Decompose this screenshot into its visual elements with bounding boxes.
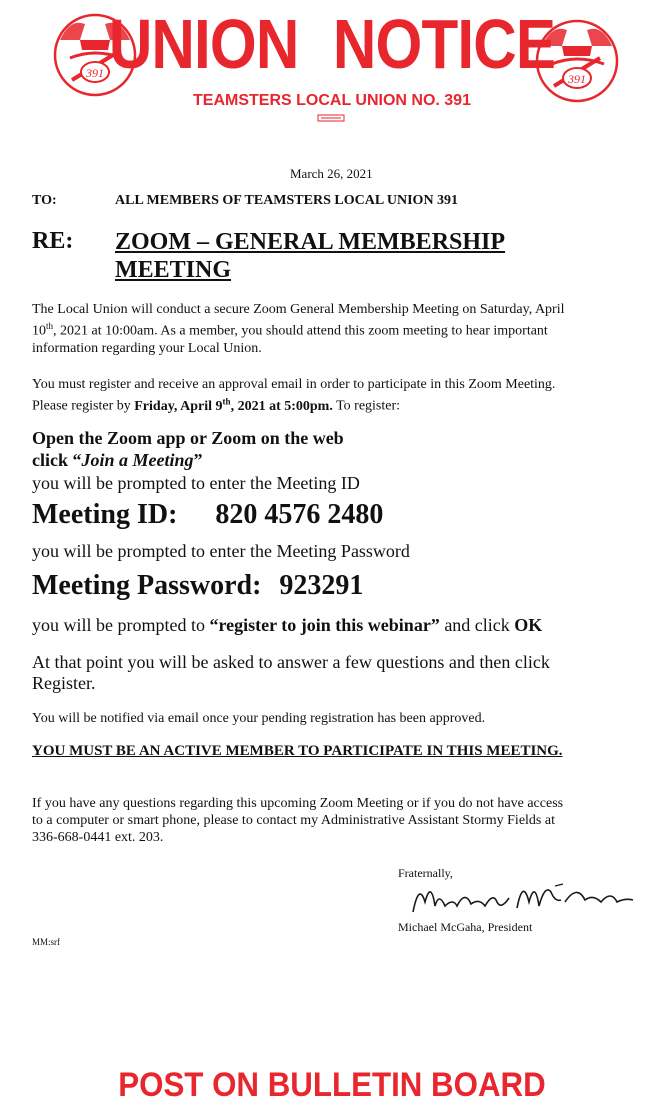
re-subject: ZOOM – GENERAL MEMBERSHIP MEETING — [115, 229, 506, 283]
title-union: UNION — [108, 5, 299, 83]
page-title — [46, 2, 617, 86]
meeting-id — [32, 499, 383, 531]
notification-text: You will be notified via email once your pending registration has been approved. — [32, 711, 486, 726]
handwritten-signature — [405, 872, 640, 924]
prompt-meeting-id: you will be prompted to enter the Meeting ID — [32, 473, 360, 493]
password-label: Meeting Password: — [32, 570, 262, 601]
signatory-name: Michael McGaha, President — [398, 920, 533, 934]
signature-closing: Fraternally, — [398, 866, 453, 880]
step-open-zoom: Open the Zoom app or Zoom on the web — [32, 428, 344, 448]
questions-instruction: At that point you will be asked to answer a few questions and then click Register. — [32, 652, 550, 693]
re-label: RE: — [32, 228, 74, 254]
paragraph-registration: You must register and receive an approval email in order to participate in this Zoom Meeting. Please register by Friday, April 9th, 2021 at 5:00pm. To register: — [32, 377, 556, 414]
contact-paragraph: If you have any questions regarding this upcoming Zoom Meeting or if you do not have access to a computer or smart phone, please to contact my Administrative Assistant Stormy Fields at 336-668-0441 ext. 203. — [32, 796, 564, 845]
to-label: TO: — [32, 193, 57, 208]
union-subtitle: TEAMSTERS LOCAL UNION NO. 391 — [193, 92, 471, 109]
prompt-register: you will be prompted to “register to join this webinar” and click OK — [32, 615, 543, 635]
union-bug-icon — [317, 114, 345, 122]
prompt-password: you will be prompted to enter the Meeting Password — [32, 541, 410, 561]
active-member-warning: YOU MUST BE AN ACTIVE MEMBER TO PARTICIPATE IN THIS MEETING. — [32, 743, 563, 759]
post-notice-footer: POST ON BULLETIN BOARD — [118, 1066, 546, 1104]
title-notice: NOTICE — [332, 5, 556, 83]
meeting-id-label: Meeting ID: — [32, 499, 178, 530]
paragraph-meeting-info: The Local Union will conduct a secure Zoom General Membership Meeting on Saturday, April 10th, 2021 at 10:00am. As a member, you should attend this zoom meeting to hear important information regarding your Local Union. — [32, 302, 565, 356]
notice-date: March 26, 2021 — [290, 166, 373, 181]
meeting-password — [32, 570, 363, 602]
svg-text:391: 391 — [568, 72, 586, 86]
step-join-meeting: click “Join a Meeting” — [32, 450, 203, 470]
to-recipients: ALL MEMBERS OF TEAMSTERS LOCAL UNION 391 — [115, 193, 459, 208]
registration-deadline: Friday, April 9th, 2021 at 5:00pm. — [134, 396, 333, 414]
typist-initials: MM:srf — [32, 937, 61, 947]
password-value: 923291 — [279, 570, 364, 601]
svg-text:391: 391 — [86, 66, 104, 80]
meeting-id-value: 820 4576 2480 — [215, 499, 384, 530]
